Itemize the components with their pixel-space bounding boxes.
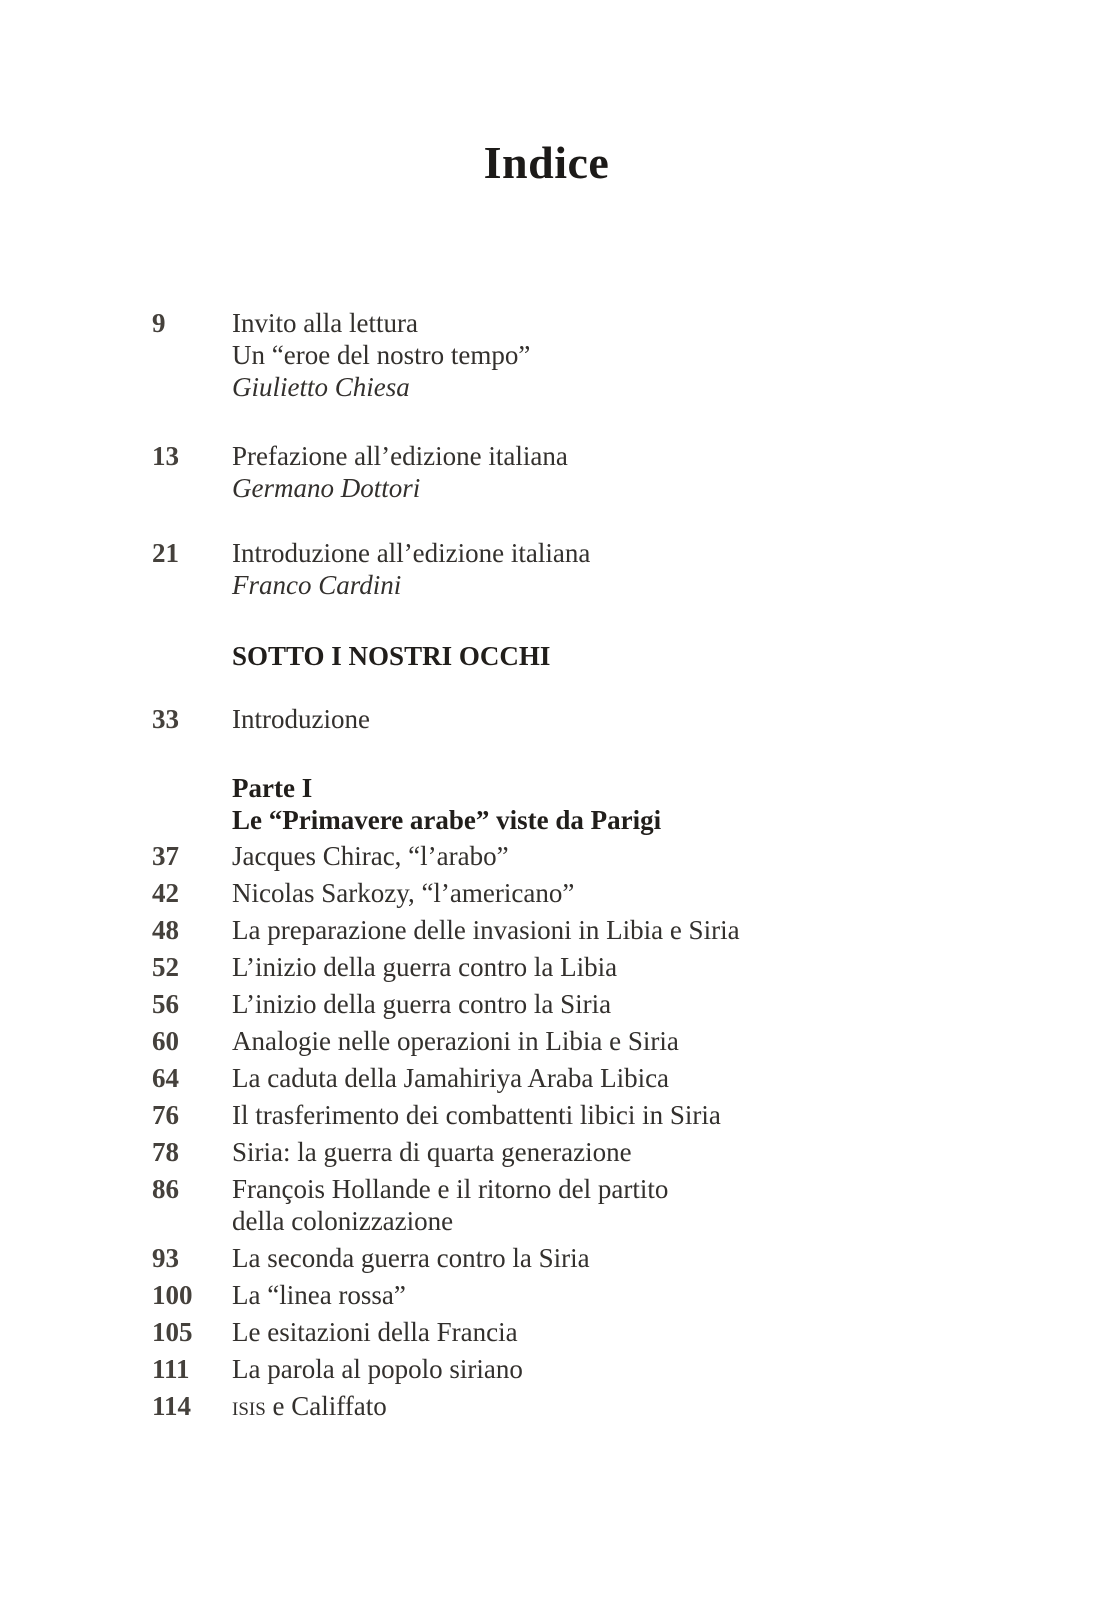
entry-page-number: 78	[152, 1137, 179, 1167]
entry-page-number: 60	[152, 1026, 179, 1056]
toc-entry	[152, 1353, 1033, 1385]
entry-title-line: Prefazione all’edizione italiana	[232, 441, 568, 471]
toc-entry	[152, 440, 1033, 504]
entry-page-number: 33	[152, 704, 179, 734]
toc-entry	[152, 914, 1033, 946]
entry-title: La parola al popolo siriano	[232, 1354, 523, 1384]
entry-author: Germano Dottori	[232, 473, 421, 503]
entry-page-number: 64	[152, 1063, 179, 1093]
section-heading: SOTTO I NOSTRI OCCHI	[232, 641, 551, 671]
entry-page-number: 93	[152, 1243, 179, 1273]
entry-page-number: 52	[152, 952, 179, 982]
entry-title-smallcaps: isis	[232, 1391, 266, 1421]
entry-title: Analogie nelle operazioni in Libia e Siria	[232, 1026, 679, 1056]
entry-page-number: 100	[152, 1280, 193, 1310]
toc-entry	[152, 1390, 1033, 1422]
toc-entry	[152, 1242, 1033, 1274]
entry-page-number: 56	[152, 989, 179, 1019]
toc-entry	[152, 1062, 1033, 1094]
entry-text	[232, 440, 1033, 504]
toc-entry	[152, 307, 1033, 403]
entry-author: Giulietto Chiesa	[232, 372, 410, 402]
entry-title: Siria: la guerra di quarta generazione	[232, 1137, 632, 1167]
entry-title: Il trasferimento dei combattenti libici in Siria	[232, 1100, 721, 1130]
toc-entry	[152, 951, 1033, 983]
entry-page-number: 48	[152, 915, 179, 945]
entry-text	[232, 307, 1033, 403]
entry-page-number: 76	[152, 1100, 179, 1130]
toc-entry	[152, 1136, 1033, 1168]
entry-title: Jacques Chirac, “l’arabo”	[232, 841, 509, 871]
toc-entry	[152, 988, 1033, 1020]
entry-title	[232, 1390, 1033, 1422]
entry-page-number: 9	[152, 308, 166, 338]
entry-page-number: 21	[152, 538, 179, 568]
part-heading	[152, 772, 1033, 836]
entry-title-line: Invito alla lettura	[232, 308, 418, 338]
entry-title-line: della colonizzazione	[232, 1206, 454, 1236]
entry-page-number: 13	[152, 441, 179, 471]
entry-title: Introduzione	[232, 704, 370, 734]
entry-title: La preparazione delle invasioni in Libia e Siria	[232, 915, 740, 945]
entry-author: Franco Cardini	[232, 570, 402, 600]
toc-entry	[152, 840, 1033, 872]
toc-entry	[152, 1173, 1033, 1237]
entry-page-number: 37	[152, 841, 179, 871]
entry-title-line: François Hollande e il ritorno del partito	[232, 1174, 669, 1204]
toc-entry	[152, 1316, 1033, 1348]
toc-entry	[152, 1099, 1033, 1131]
entry-page-number: 42	[152, 878, 179, 908]
entry-title: L’inizio della guerra contro la Siria	[232, 989, 612, 1019]
entry-title: Nicolas Sarkozy, “l’americano”	[232, 878, 575, 908]
entry-title: La seconda guerra contro la Siria	[232, 1243, 590, 1273]
entry-title: La caduta della Jamahiriya Araba Libica	[232, 1063, 670, 1093]
entry-text	[232, 1173, 1033, 1237]
part-heading-line2: Le “Primavere arabe” viste da Parigi	[232, 805, 662, 835]
entry-page-number: 111	[152, 1354, 190, 1384]
part-heading-line1: Parte I	[232, 773, 313, 803]
entry-page-number: 86	[152, 1174, 179, 1204]
toc-entry	[152, 877, 1033, 909]
entry-title-rest: e Califfato	[265, 1391, 387, 1421]
table-of-contents	[152, 307, 1033, 1422]
toc-entry	[152, 1025, 1033, 1057]
entry-title: La “linea rossa”	[232, 1280, 406, 1310]
entry-title-line: Un “eroe del nostro tempo”	[232, 340, 531, 370]
entry-text	[232, 537, 1033, 601]
entry-page-number: 105	[152, 1317, 193, 1347]
entry-title-line: Introduzione all’edizione italiana	[232, 538, 591, 568]
toc-entry	[152, 703, 1033, 735]
entry-title: Le esitazioni della Francia	[232, 1317, 518, 1347]
entry-title: L’inizio della guerra contro la Libia	[232, 952, 618, 982]
page-title: Indice	[483, 137, 610, 188]
toc-entry	[152, 1279, 1033, 1311]
toc-entry	[152, 537, 1033, 601]
entry-page-number: 114	[152, 1391, 192, 1421]
